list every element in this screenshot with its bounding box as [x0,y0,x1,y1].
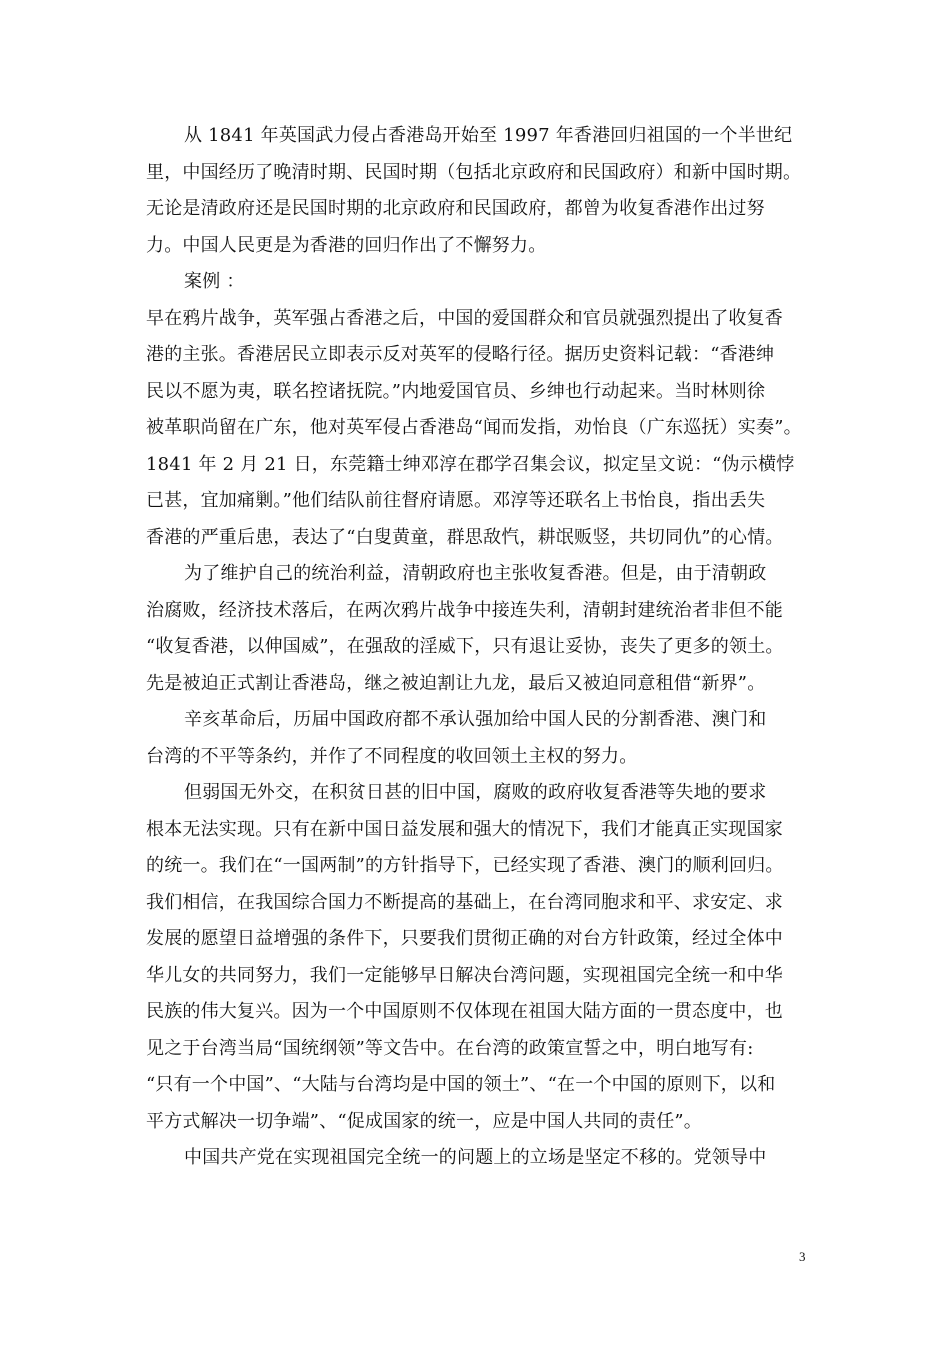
text-line: 从 1841 年英国武力侵占香港岛开始至 1997 年香港回归祖国的一个半世纪 [184,125,793,146]
text-line: 民以不愿为夷，联名控诸抚院。”内地爱国官员、乡绅也行动起来。当时林则徐 [146,380,766,402]
text-line: 先是被迫正式割让香港岛，继之被迫割让九龙，最后又被迫同意租借“新界”。 [146,672,766,694]
text-line: 根本无法实现。只有在新中国日益发展和强大的情况下，我们才能真正实现国家 [146,818,783,840]
text-line: 但弱国无外交，在积贫日甚的旧中国，腐败的政府收复香港等失地的要求 [184,782,767,803]
text-line: 台湾的不平等条约，并作了不同程度的收回领土主权的努力。 [146,745,638,767]
text-line: 被革职尚留在广东，他对英军侵占香港岛“闻而发指，劝怡良（广东巡抚）实奏”。 [146,417,802,438]
page-number: 3 [799,1249,806,1264]
text-line: 华儿女的共同努力，我们一定能够早日解决台湾问题，实现祖国完全统一和中华 [146,964,783,986]
text-line: 民族的伟大复兴。因为一个中国原则不仅体现在祖国大陆方面的一贯态度中，也 [146,1001,783,1022]
text-line: 见之于台湾当局“国统纲领”等文告中。在台湾的政策宣誓之中，明白地写有: [146,1037,754,1059]
text-line: 里，中国经历了晚清时期、民国时期（包括北京政府和民国政府）和新中国时期。 [146,161,802,183]
text-line: “只有一个中国”、“大陆与台湾均是中国的领土”、“在一个中国的原则下，以和 [146,1074,776,1095]
text-line: 已甚，宜加痛剿。”他们结队前往督府请愿。邓淳等还联名上书怡良，指出丢失 [146,490,766,511]
text-line: 1841 年 2 月 21 日，东莞籍士绅邓淳在郡学召集会议，拟定呈文说：“伪示横悖 [146,453,795,475]
text-line: 治腐败，经济技术落后，在两次鸦片战争中接连失利，清朝封建统治者非但不能 [146,599,783,621]
text-line: 发展的愿望日益增强的条件下，只要我们贯彻正确的对台方针政策，经过全体中 [146,928,783,949]
text-line: 中国共产党在实现祖国完全统一的问题上的立场是坚定不移的。党领导中 [184,1147,767,1168]
text-line: 无论是清政府还是民国时期的北京政府和民国政府，都曾为收复香港作出过努 [146,198,765,219]
text-line: 的统一。我们在“一国两制”的方针指导下，已经实现了香港、澳门的顺利回归。 [146,855,784,876]
text-line: 港的主张。香港居民立即表示反对英军的侵略行径。据历史资料记载：“香港绅 [146,344,775,365]
body-text [146,118,810,1177]
text-line: 力。中国人民更是为香港的回归作出了不懈努力。 [146,234,547,256]
text-line: 案例 ： [184,271,245,292]
text-line: 为了维护自己的统治利益，清朝政府也主张收复香港。但是，由于清朝政 [184,563,767,584]
text-line: 平方式解决一切争端”、“促成国家的统一，应是中国人共同的责任”。 [146,1110,703,1132]
text-line: 辛亥革命后，历届中国政府都不承认强加给中国人民的分割香港、澳门和 [184,709,767,730]
text-line: 香港的严重后患，表达了“白叟黄童，群思敌忾，耕氓贩竖，共切同仇”的心情。 [146,526,784,548]
text-line: 早在鸦片战争，英军强占香港之后，中国的爱国群众和官员就强烈提出了收复香 [146,307,783,329]
text-line: “收复香港，以伸国威”，在强敌的淫威下，只有退让妥协，丧失了更多的领土。 [146,636,784,657]
text-line: 我们相信，在我国综合国力不断提高的基础上，在台湾同胞求和平、求安定、求 [146,891,783,913]
